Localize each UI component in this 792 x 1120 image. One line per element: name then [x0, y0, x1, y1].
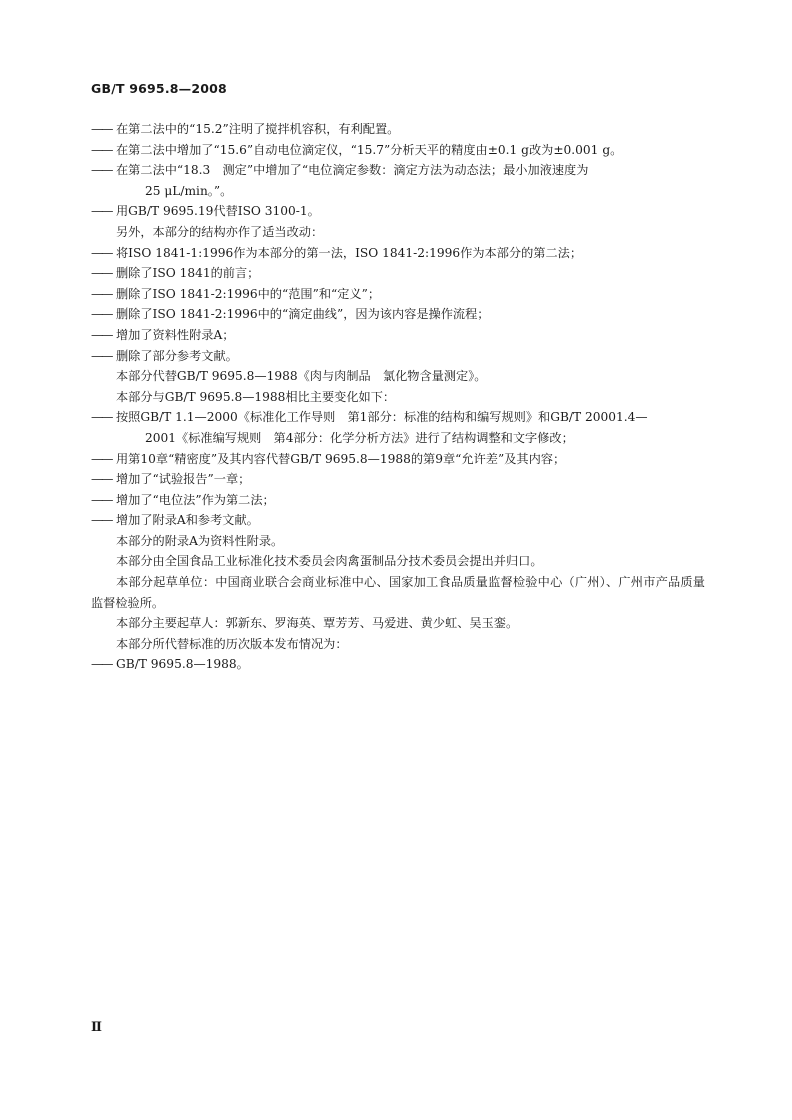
list-item [91, 510, 705, 531]
em-dash-marker: —— [91, 513, 112, 528]
list-item [91, 346, 705, 367]
em-dash-marker: —— [91, 472, 112, 487]
list-item-text: 删除了ISO 1841的前言； [116, 266, 260, 281]
paragraph: 另外，本部分的结构亦作了适当改动： [116, 224, 324, 239]
list-item [91, 304, 705, 325]
list-item-text: 按照GB/T 1.1—2000《标准化工作导则 第1部分：标准的结构和编写规则》和GB/T 20001.4— [116, 410, 648, 425]
list-item-text: 删除了ISO 1841-2:1996中的“滴定曲线”，因为该内容是操作流程； [116, 307, 490, 322]
list-item-text: 用GB/T 9695.19代替ISO 3100-1。 [116, 204, 320, 219]
list-item-text: 在第二法中的“15.2”注明了搅拌机容积，有利配置。 [116, 122, 400, 136]
list-item [91, 263, 705, 284]
list-item-text: 用第10章“精密度”及其内容代替GB/T 9695.8—1988的第9章“允许差”及其内容； [116, 451, 566, 466]
list-item-text: 增加了“电位法”作为第二法； [116, 492, 275, 507]
list-item [91, 140, 705, 161]
list-item-text: 在第二法中“18.3 测定”中增加了“电位滴定参数：滴定方法为动态法；最小加液速度为 [116, 163, 589, 178]
list-item [91, 119, 705, 140]
list-item [91, 243, 705, 264]
list-item-text: 增加了附录A和参考文献。 [116, 513, 259, 528]
list-item [91, 654, 705, 675]
em-dash-marker: —— [91, 657, 112, 672]
list-item-continuation: 25 μL/min。”。 [145, 183, 233, 198]
em-dash-marker: —— [91, 348, 112, 363]
em-dash-marker: —— [91, 286, 112, 301]
em-dash-marker: —— [91, 266, 112, 281]
em-dash-marker: —— [91, 163, 112, 178]
list-item [91, 449, 705, 470]
document-body [91, 119, 705, 675]
em-dash-marker: —— [91, 410, 112, 425]
list-item [91, 490, 705, 511]
paragraph: 本部分与GB/T 9695.8—1988相比主要变化如下： [116, 389, 396, 404]
list-item-text: 将ISO 1841-1:1996作为本部分的第一法，ISO 1841-2:1996作为本部分的第二法； [116, 245, 583, 260]
list-item [91, 160, 705, 181]
list-item [91, 407, 705, 428]
em-dash-marker: —— [91, 122, 112, 136]
em-dash-marker: —— [91, 492, 112, 507]
standard-number-header: GB/T 9695.8—2008 [91, 81, 227, 96]
em-dash-marker: —— [91, 204, 112, 219]
paragraph: 本部分起草单位：中国商业联合会商业标准中心、国家加工食品质量监督检验中心（广州）、广州市产品质量监督检验所。 [91, 575, 705, 610]
list-item-text: 在第二法中增加了“15.6”自动电位滴定仪，“15.7”分析天平的精度由±0.1 g改为±0.001 g。 [116, 142, 623, 157]
page-number: Ⅱ [91, 1020, 102, 1035]
list-item-text: GB/T 9695.8—1988。 [116, 657, 249, 672]
list-item [91, 201, 705, 222]
list-item-continuation: 2001《标准编写规则 第4部分：化学分析方法》进行了结构调整和文字修改； [145, 430, 574, 445]
list-item-text: 删除了部分参考文献。 [116, 348, 238, 363]
list-item-text: 增加了资料性附录A； [116, 327, 235, 342]
em-dash-marker: —— [91, 451, 112, 466]
em-dash-marker: —— [91, 245, 112, 260]
list-item [91, 284, 705, 305]
paragraph: 本部分代替GB/T 9695.8—1988《肉与肉制品 氯化物含量测定》。 [116, 369, 487, 384]
em-dash-marker: —— [91, 327, 112, 342]
paragraph: 本部分所代替标准的历次版本发布情况为： [116, 636, 348, 651]
paragraph: 本部分的附录A为资料性附录。 [116, 533, 284, 548]
list-item [91, 469, 705, 490]
list-item-text: 删除了ISO 1841-2:1996中的“范围”和“定义”； [116, 286, 381, 301]
paragraph: 本部分主要起草人：郭新东、罗海英、覃芳芳、马爱进、黄少虹、吴玉銮。 [116, 616, 519, 631]
list-item [91, 325, 705, 346]
em-dash-marker: —— [91, 142, 112, 157]
em-dash-marker: —— [91, 307, 112, 322]
list-item-text: 增加了“试验报告”一章； [116, 472, 251, 487]
paragraph: 本部分由全国食品工业标准化技术委员会肉禽蛋制品分技术委员会提出并归口。 [116, 554, 543, 569]
